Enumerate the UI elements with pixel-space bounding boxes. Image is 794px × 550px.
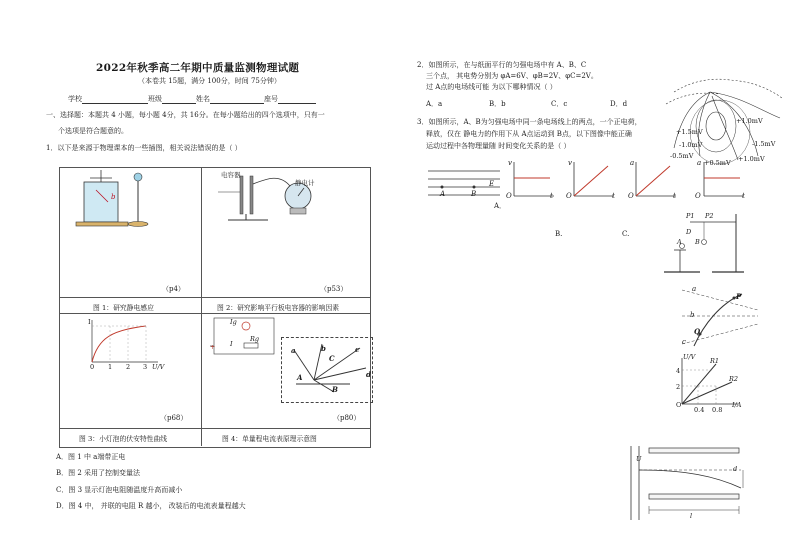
q3-option-c[interactable]: C.: [622, 230, 630, 238]
q3-graph-c: [632, 160, 678, 200]
page-subtitle: （本卷共 15题，满分 100分，时间 75分钟）: [138, 77, 281, 85]
fig1-page-ref: （p4）: [162, 285, 185, 293]
table-divider-h1: [59, 297, 370, 298]
q3-graph-c-y: a: [630, 159, 635, 167]
pendulum-label-a: A: [677, 238, 682, 246]
traj-label-c: c: [682, 338, 686, 346]
ui-xtick-08: 0.8: [712, 406, 723, 414]
pendulum-label-p1: P1: [686, 212, 695, 220]
ui-ylabel: U/V: [683, 353, 696, 361]
q3-graph-c-x: t: [673, 192, 676, 200]
q3-point-a: A: [440, 190, 446, 198]
fig4-label-a: a: [291, 346, 296, 355]
q2-fig-label-6: +1.0mV: [738, 155, 765, 163]
parallel-plates-figure: [625, 440, 747, 528]
traj-label-p: P: [736, 292, 742, 301]
q2-option-c[interactable]: C．c: [551, 100, 568, 108]
traj-label-b: b: [690, 311, 695, 319]
fig4-label-c: c: [355, 345, 360, 354]
fig4-plus-terminal: +: [210, 343, 216, 351]
table-divider-v: [201, 167, 202, 446]
section1-line2: 个选项是符合题意的。: [58, 127, 128, 135]
seat-blank[interactable]: [278, 95, 316, 104]
ui-ytick-4: 4: [676, 367, 681, 375]
fig2-label-capacitor: 电容器: [221, 171, 241, 179]
q2-option-b[interactable]: B．b: [489, 100, 506, 108]
plates-label-u: U: [636, 455, 642, 463]
ui-origin: O: [676, 401, 682, 409]
q2-line2: 三个点， 其电势分别为 φA=6V、φB=2V、φC=2V。: [426, 72, 598, 80]
q2-line3: 过 A点的电场线可能 为以下哪种情况（ ）: [426, 83, 557, 91]
ui-r2: R2: [729, 375, 739, 383]
q2-fig-label-7: -1.5mV: [752, 140, 776, 148]
section1-line1: 一、选择题：本题共 4 小题，每小题 4分，共 16分。在每小题给出的四个选项中，只有一: [46, 111, 325, 119]
fig4-label-B: B: [332, 385, 338, 394]
q2-line1: 2．如图所示，在与纸面平行的匀强电场中有 A、B、C: [417, 61, 587, 69]
q3-line1: 3．如图所示，A、B为匀强电场中同一条电场线上的两点，一个正电荷，: [417, 118, 642, 126]
q3-graph-b-y: v: [568, 159, 572, 167]
pendulum-stand-figure: [660, 210, 750, 278]
fig4-label-C: C: [329, 354, 335, 363]
school-blank[interactable]: [82, 95, 148, 104]
fig3-caption: 图 3：小灯泡的伏安特性曲线: [79, 435, 168, 443]
seat-label: 座号: [264, 95, 278, 103]
q3-graph-b-o: O: [566, 192, 572, 200]
name-label: 姓名: [196, 95, 210, 103]
q3-graph-d: [700, 160, 746, 200]
pendulum-label-p2: P2: [705, 212, 714, 220]
q3-option-b[interactable]: B.: [555, 230, 563, 238]
fig4-rg-label: Rg: [250, 335, 260, 343]
fig1-caption: 图 1：研究静电感应: [93, 304, 154, 312]
name-blank[interactable]: [210, 95, 264, 104]
pendulum-label-b: B: [695, 238, 700, 246]
page-title: 2022年秋季高二年期中质量监测物理试题: [96, 62, 300, 74]
student-info-row: [68, 95, 316, 104]
pendulum-label-d: D: [686, 228, 692, 236]
table-divider-h3: [59, 428, 370, 429]
ui-xtick-04: 0.4: [694, 406, 705, 414]
q3-graph-d-o: O: [695, 192, 701, 200]
fig4-label-b: b: [321, 344, 326, 353]
q3-graph-c-o: O: [628, 192, 634, 200]
fig1-label-b: b: [111, 193, 116, 201]
fig3-ytick: I: [88, 318, 91, 326]
q3-graph-d-y: a: [697, 159, 702, 167]
plates-label-d: d: [733, 465, 738, 473]
fig4-current-label: I: [230, 340, 233, 348]
q3-graph-a-y: v: [508, 159, 512, 167]
q3-point-b: B: [471, 190, 477, 198]
fig3-tick-3: 3: [143, 363, 148, 371]
fig3-tick-0: 0: [90, 363, 95, 371]
q3-line2: 释放，仅在 静电力的作用下从 A点运动到 B点，以下图像中能正确: [426, 130, 632, 138]
fig2-page-ref: （p53）: [320, 285, 348, 293]
q1-option-a[interactable]: A．图 1 中 a端带正电: [56, 453, 126, 461]
q2-option-a[interactable]: A．a: [426, 100, 443, 108]
q3-graph-a-o: O: [506, 192, 512, 200]
q1-option-b[interactable]: B．图 2 采用了控制变量法: [56, 469, 141, 477]
fig4-circuit-diagram: [210, 316, 280, 358]
fig3-page-ref: （p68）: [160, 414, 188, 422]
q3-line3: 运动过程中各物理量随 时间变化关系的是（ ）: [426, 142, 571, 150]
fig4-caption: 图 4：单量程电流表原理示意图: [222, 435, 317, 443]
q2-fig-label-3: -1.0mV: [679, 141, 703, 149]
class-blank[interactable]: [162, 95, 196, 104]
q2-option-d[interactable]: D．d: [610, 100, 628, 108]
table-divider-h2: [59, 313, 370, 314]
fig1-electroscope-diagram: [76, 170, 171, 232]
fig3-tick-2: 2: [126, 363, 131, 371]
q3-graph-b-x: t: [612, 192, 615, 200]
q3-option-a[interactable]: A．: [494, 202, 507, 210]
q3-graph-d-x: t: [742, 192, 745, 200]
q3-graph-b: [570, 160, 616, 200]
traj-label-a: a: [692, 285, 697, 293]
fig3-tick-1: 1: [108, 363, 113, 371]
ui-r1: R1: [710, 357, 720, 365]
q3-graph-a-x: t: [550, 192, 553, 200]
traj-label-q: Q: [694, 327, 701, 336]
q2-fig-label-1: +1.5mV: [676, 128, 703, 136]
school-label: 学校: [68, 95, 82, 103]
q2-fig-label-5: +0.5mV: [704, 159, 731, 167]
fig4-label-A: A: [297, 373, 303, 382]
fig3-xlabel: U/V: [152, 363, 165, 371]
q1-stem: 1．以下是来源于物理课本的一些插图，相关说法错误的是（ ）: [46, 144, 242, 152]
class-label: 班级: [148, 95, 162, 103]
q3-field-e: E: [489, 180, 495, 188]
plates-label-l: l: [690, 512, 693, 520]
q1-option-c[interactable]: C．图 3 显示灯泡电阻随温度升高而减小: [56, 486, 183, 494]
fig4-label-d: d: [366, 370, 371, 379]
fig4-page-ref: （p80）: [333, 414, 361, 422]
ui-ytick-2: 2: [676, 383, 681, 391]
q2-fig-label-2: +1.0mV: [736, 117, 763, 125]
fig4-ig-label: Ig: [230, 318, 237, 326]
fig2-caption: 图 2：研究影响平行板电容器的影响因素: [217, 304, 340, 312]
q2-fig-label-4: -0.5mV: [670, 152, 694, 160]
ui-xlabel: I/A: [732, 401, 742, 409]
fig2-label-electrometer: 静电计: [295, 179, 315, 187]
q1-option-d[interactable]: D．图 4 中， 并联的电阻 R 越小， 改装后的电流表量程越大: [56, 502, 246, 510]
